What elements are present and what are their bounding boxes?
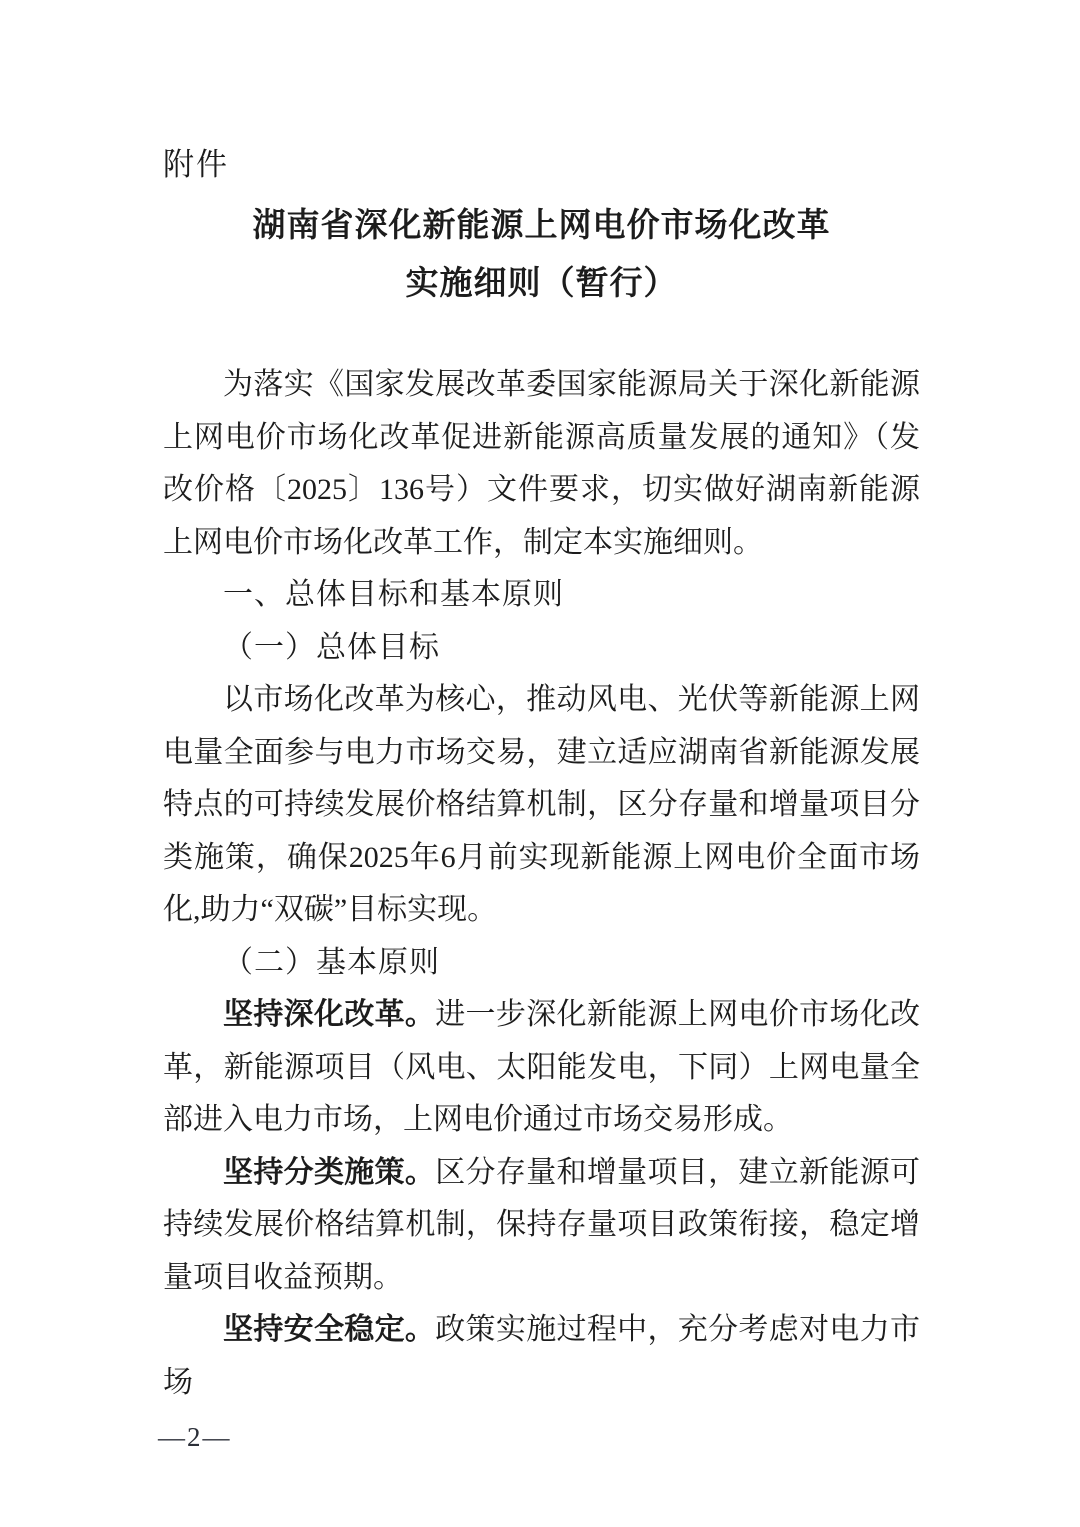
principle-paragraph-safety-stability xyxy=(163,1304,920,1409)
document-title-line-2: 实施细则（暂行） xyxy=(405,266,678,302)
principle-lead-safety-stability: 坚持安全稳定。 xyxy=(223,1313,436,1346)
section-1-heading: 一、总体目标和基本原则 xyxy=(223,578,564,611)
page-number: —2— xyxy=(158,1422,232,1452)
principle-text-deepen-reform: 进一步深化新能源上网电价市场化改革，新能源项目（风电、太阳能发电，下同）上网电量全部进入电力市场，上网电价通过市场交易形成。 xyxy=(163,998,921,1136)
document-body xyxy=(163,359,920,1409)
intro-paragraph: 为落实《国家发展改革委国家能源局关于深化新能源上网电价市场化改革促进新能源高质量发展的通知》（发改价格〔2025〕136号）文件要求，切实做好湖南新能源上网电价市场化改革工作，制定本实施细则。 xyxy=(163,368,920,559)
document-title-line-1: 湖南省深化新能源上网电价市场化改革 xyxy=(252,208,831,244)
principle-lead-deepen-reform: 坚持深化改革。 xyxy=(223,998,436,1031)
attachment-label: 附件 xyxy=(163,147,229,182)
principle-paragraph-deepen-reform xyxy=(163,989,920,1147)
principle-text-safety-stability: 政策实施过程中，充分考虑对电力市场 xyxy=(163,1313,921,1399)
overall-goal-paragraph: 以市场化改革为核心，推动风电、光伏等新能源上网电量全面参与电力市场交易，建立适应湖南省新能源发展特点的可持续发展价格结算机制，区分存量和增量项目分类施策，确保2025年6月前实现新能源上网电价全面市场化,助力“双碳”目标实现。 xyxy=(163,683,920,926)
principle-paragraph-classified-policy xyxy=(163,1147,920,1305)
principle-text-classified-policy: 区分存量和增量项目，建立新能源可持续发展价格结算机制，保持存量项目政策衔接，稳定增量项目收益预期。 xyxy=(163,1155,921,1294)
document-title xyxy=(163,197,920,313)
principle-lead-classified-policy: 坚持分类施策。 xyxy=(223,1155,436,1189)
section-1-sub-2-heading: （二）基本原则 xyxy=(223,945,440,979)
section-1-sub-1-heading: （一）总体目标 xyxy=(223,630,440,664)
